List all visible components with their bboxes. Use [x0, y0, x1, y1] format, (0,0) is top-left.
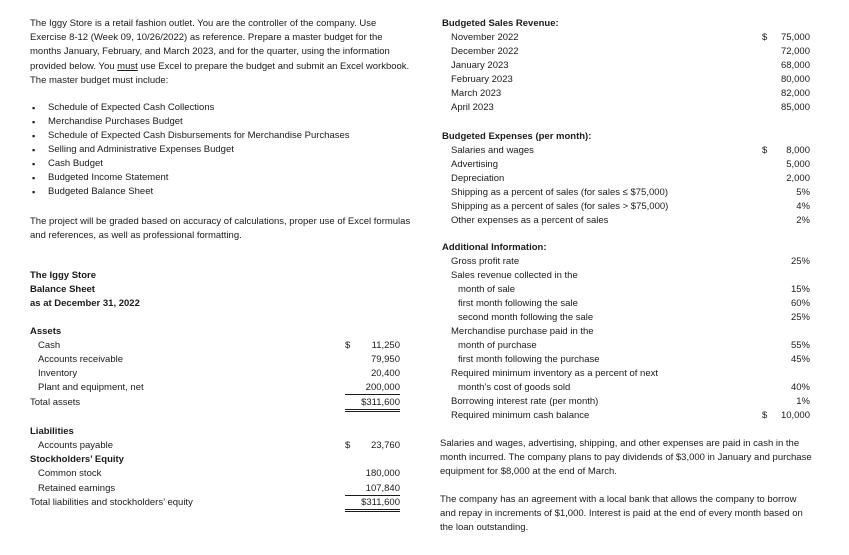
retained-earnings-label: Retained earnings [38, 483, 116, 494]
table-row [442, 269, 810, 283]
table-row [442, 367, 810, 381]
additional-heading-row [442, 241, 810, 255]
common-stock-value: 180,000 [365, 468, 400, 479]
deliverables-list [30, 101, 420, 199]
ap-value: 23,760 [370, 440, 400, 451]
cash-label: Cash [38, 340, 61, 351]
table-row [442, 339, 810, 353]
row-value-cell [762, 158, 810, 172]
row-value: 45% [790, 354, 810, 365]
row-label: Advertising [451, 159, 498, 170]
table-row [442, 101, 810, 115]
row-value-cell [762, 144, 810, 158]
row-value-cell [762, 395, 810, 409]
total-assets-row [30, 396, 400, 410]
expenses-heading: Budgeted Expenses (per month): [442, 131, 592, 142]
row-label: second month following the sale [458, 312, 594, 323]
table-row [442, 158, 810, 172]
row-value: 55% [790, 340, 810, 351]
row-value: 68,000 [780, 60, 810, 71]
list-item: ▪ Budgeted Balance Sheet [30, 185, 420, 199]
row-value: 25% [790, 256, 810, 267]
intro-paragraph [30, 17, 415, 88]
equity-heading-row [30, 453, 400, 467]
table-row [442, 214, 810, 228]
table-row [442, 45, 810, 59]
row-label: Shipping as a percent of sales (for sales > $75,000) [451, 201, 669, 212]
ap-row [30, 439, 400, 453]
row-value: 8,000 [786, 145, 810, 156]
table-row [442, 73, 810, 87]
inventory-value: 20,400 [370, 368, 400, 379]
ap-label: Accounts payable [38, 440, 113, 451]
row-label: March 2023 [451, 88, 502, 99]
row-label: month’s cost of goods sold [458, 382, 571, 393]
table-row [442, 381, 810, 395]
row-value-cell [762, 297, 810, 311]
statement-title: Balance Sheet [30, 284, 95, 295]
list-item: ▪ Schedule of Expected Cash Disbursements for Merchandise Purchases [30, 129, 420, 143]
grading-note: The project will be graded based on accuracy of calculations, proper use of Excel formulas and references, as well as professional formatting. [30, 216, 411, 242]
dollar-sign: $ [345, 440, 351, 451]
row-label: Depreciation [451, 173, 505, 184]
liabilities-heading-row [30, 425, 400, 439]
bank-agreement-paragraph: The company has an agreement with a local bank that allows the company to borrow and repay in increments of $1,000. Interest is paid at the end of every month based on the loan outstanding. [440, 494, 803, 534]
row-label: Required minimum inventory as a percent of next [451, 368, 658, 379]
row-value: 5% [796, 187, 810, 198]
statement-date: as at December 31, 2022 [30, 298, 140, 309]
total-assets-label: Total assets [30, 397, 81, 408]
dollar-sign: $ [345, 340, 351, 351]
row-value: 40% [790, 382, 810, 393]
row-value-cell [762, 255, 810, 269]
row-value-cell [762, 339, 810, 353]
row-value-cell [762, 186, 810, 200]
row-value-cell [762, 200, 810, 214]
row-label: December 2022 [451, 46, 519, 57]
row-label: Salaries and wages [451, 145, 534, 156]
row-value-cell [762, 31, 810, 45]
row-label: February 2023 [451, 74, 513, 85]
row-value: 2% [796, 215, 810, 226]
row-label: Required minimum cash balance [451, 410, 590, 421]
ppe-row [30, 381, 400, 395]
total-le-label: Total liabilities and stockholders’ equity [30, 497, 193, 508]
sales-heading: Budgeted Sales Revenue: [442, 18, 559, 29]
cash-value: 11,250 [371, 340, 400, 351]
row-value: 80,000 [780, 74, 810, 85]
row-value-cell [762, 101, 810, 115]
ar-row [30, 353, 400, 367]
ppe-label: Plant and equipment, net [38, 382, 144, 393]
row-value: 5,000 [786, 159, 810, 170]
row-value: 15% [790, 284, 810, 295]
equity-heading: Stockholders’ Equity [30, 454, 124, 465]
row-value-cell [762, 59, 810, 73]
table-row [442, 172, 810, 186]
retained-earnings-row [30, 482, 400, 496]
row-label: April 2023 [451, 102, 494, 113]
total-le-row [30, 496, 400, 510]
expenses-heading-row [442, 130, 810, 144]
row-value: 75,000 [780, 32, 810, 43]
table-row [442, 255, 810, 269]
list-item: ▪ Selling and Administrative Expenses Budget [30, 143, 420, 157]
row-value-cell [762, 87, 810, 101]
row-label: Shipping as a percent of sales (for sales ≤ $75,000) [451, 187, 668, 198]
assets-heading: Assets [30, 326, 62, 337]
ar-value: 79,950 [370, 354, 400, 365]
ar-label: Accounts receivable [38, 354, 124, 365]
intro-must: must [117, 60, 138, 72]
row-value-cell [762, 381, 810, 395]
total-le-value: $311,600 [345, 496, 400, 512]
row-value-cell [762, 409, 810, 423]
cash-value-cell [345, 339, 400, 353]
dollar-sign: $ [762, 32, 768, 43]
row-value: 82,000 [780, 88, 810, 99]
inventory-label: Inventory [38, 368, 78, 379]
table-row [442, 409, 810, 423]
additional-heading: Additional Information: [442, 242, 547, 253]
assets-heading-row [30, 325, 400, 339]
dollar-sign: $ [762, 145, 768, 156]
table-row [442, 144, 810, 158]
ppe-value: 200,000 [345, 381, 400, 395]
table-row [442, 87, 810, 101]
cash-policy-paragraph: Salaries and wages, advertising, shipping, and other expenses are paid in cash in the month incurred. The company plans to pay dividends of $3,000 in January and purchase equipment for $8,000 at the end of March. [440, 438, 812, 478]
table-row [442, 395, 810, 409]
row-value: 1% [796, 396, 810, 407]
table-row [442, 186, 810, 200]
row-value-cell [762, 283, 810, 297]
row-value-cell [762, 214, 810, 228]
row-value: 25% [790, 312, 810, 323]
common-stock-row [30, 467, 400, 481]
table-row [442, 31, 810, 45]
ap-value-cell [345, 439, 400, 453]
row-value: 60% [790, 298, 810, 309]
list-item: ▪ Cash Budget [30, 157, 420, 171]
company-name: The Iggy Store [30, 270, 96, 281]
liabilities-heading: Liabilities [30, 426, 74, 437]
list-item: ▪ Merchandise Purchases Budget [30, 115, 420, 129]
row-value: 10,000 [780, 410, 810, 421]
row-value: 72,000 [780, 46, 810, 57]
row-value-cell [762, 311, 810, 325]
list-item: ▪ Budgeted Income Statement [30, 171, 420, 185]
intro-text: The Iggy Store is a retail fashion outlet. You are the controller of the company. Use Exercise 8-12 (Week 09, 10/26/2022) as reference. Prepare a master budget for the months January, February, and March 2023, and for the quarter, using the information provided below. You [30, 18, 390, 72]
inventory-row [30, 367, 400, 381]
sales-heading-row [442, 17, 810, 31]
table-row [442, 200, 810, 214]
row-value-cell [762, 73, 810, 87]
table-row [442, 353, 810, 367]
table-row [442, 59, 810, 73]
row-label: November 2022 [451, 32, 519, 43]
table-row [442, 297, 810, 311]
row-label: Sales revenue collected in the [451, 270, 578, 281]
row-value-cell [762, 172, 810, 186]
row-label: Merchandise purchase paid in the [451, 326, 594, 337]
dollar-sign: $ [762, 410, 768, 421]
row-label: first month following the purchase [458, 354, 600, 365]
row-label: first month following the sale [458, 298, 578, 309]
row-label: January 2023 [451, 60, 509, 71]
row-label: month of sale [458, 284, 516, 295]
table-row [442, 311, 810, 325]
table-row [442, 283, 810, 297]
row-label: Other expenses as a percent of sales [451, 215, 609, 226]
list-item: ▪ Schedule of Expected Cash Collections [30, 101, 420, 115]
intro-text-end: use Excel to prepare the budget and submit an Excel workbook. The master budget must include: [30, 60, 410, 86]
common-stock-label: Common stock [38, 468, 102, 479]
row-value-cell [762, 353, 810, 367]
row-value-cell [762, 45, 810, 59]
row-label: Gross profit rate [451, 256, 520, 267]
row-label: Borrowing interest rate (per month) [451, 396, 599, 407]
row-label: month of purchase [458, 340, 537, 351]
table-row [442, 325, 810, 339]
total-assets-value: $311,600 [345, 396, 400, 412]
cash-row [30, 339, 400, 353]
row-value: 2,000 [786, 173, 810, 184]
retained-earnings-value: 107,840 [345, 482, 400, 496]
row-value: 4% [796, 201, 810, 212]
row-value: 85,000 [780, 102, 810, 113]
